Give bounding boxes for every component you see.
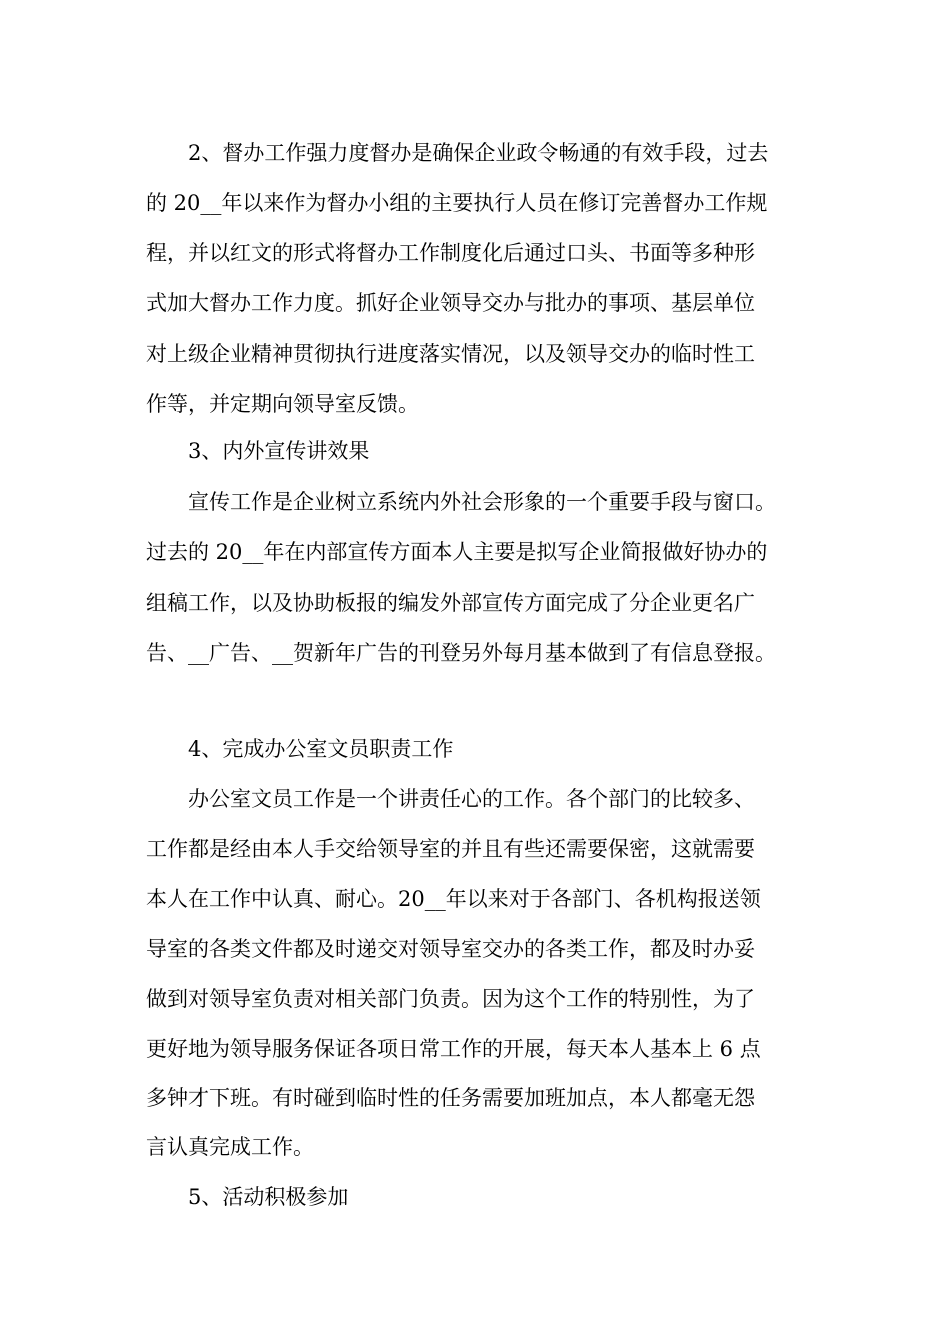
paragraph-line: 宣传工作是企业树立系统内外社会形象的一个重要手段与窗口。 [188,490,776,514]
paragraph-line: 工作都是经由本人手交给领导室的并且有些还需要保密，这就需要 [146,837,755,861]
paragraph-line: 组稿工作，以及协助板报的编发外部宣传方面完成了分企业更名广 [146,591,755,615]
heading-item-2: 2、督办工作强力度督办是确保企业政令畅通的有效手段，过去 [188,141,769,165]
paragraph-line: 言认真完成工作。 [146,1135,314,1159]
paragraph-line: 办公室文员工作是一个讲责任心的工作。各个部门的比较多、 [188,787,755,811]
heading-item-3: 3、内外宣传讲效果 [188,439,370,463]
paragraph-line: 告、__广告、__贺新年广告的刊登另外每月基本做到了有信息登报。 [146,641,776,665]
paragraph-line: 过去的 20__年在内部宣传方面本人主要是拟写企业简报做好协办的 [146,540,768,564]
paragraph-line: 的 20__年以来作为督办小组的主要执行人员在修订完善督办工作规 [146,191,768,215]
paragraph-line: 对上级企业精神贯彻执行进度落实情况，以及领导交办的临时性工 [146,342,755,366]
paragraph-line: 多钟才下班。有时碰到临时性的任务需要加班加点，本人都毫无怨 [146,1086,755,1110]
paragraph-line: 本人在工作中认真、耐心。20__年以来对于各部门、各机构报送领 [146,887,761,911]
heading-item-5: 5、活动积极参加 [188,1185,349,1209]
paragraph-line: 做到对领导室负责对相关部门负责。因为这个工作的特别性，为了 [146,987,755,1011]
paragraph-line: 式加大督办工作力度。抓好企业领导交办与批办的事项、基层单位 [146,291,755,315]
paragraph-line: 导室的各类文件都及时递交对领导室交办的各类工作，都及时办妥 [146,937,755,961]
paragraph-line: 作等，并定期向领导室反馈。 [146,392,419,416]
heading-item-4: 4、完成办公室文员职责工作 [188,737,454,761]
paragraph-line: 程，并以红文的形式将督办工作制度化后通过口头、书面等多种形 [146,241,755,265]
paragraph-line: 更好地为领导服务保证各项日常工作的开展，每天本人基本上 6 点 [146,1037,761,1061]
